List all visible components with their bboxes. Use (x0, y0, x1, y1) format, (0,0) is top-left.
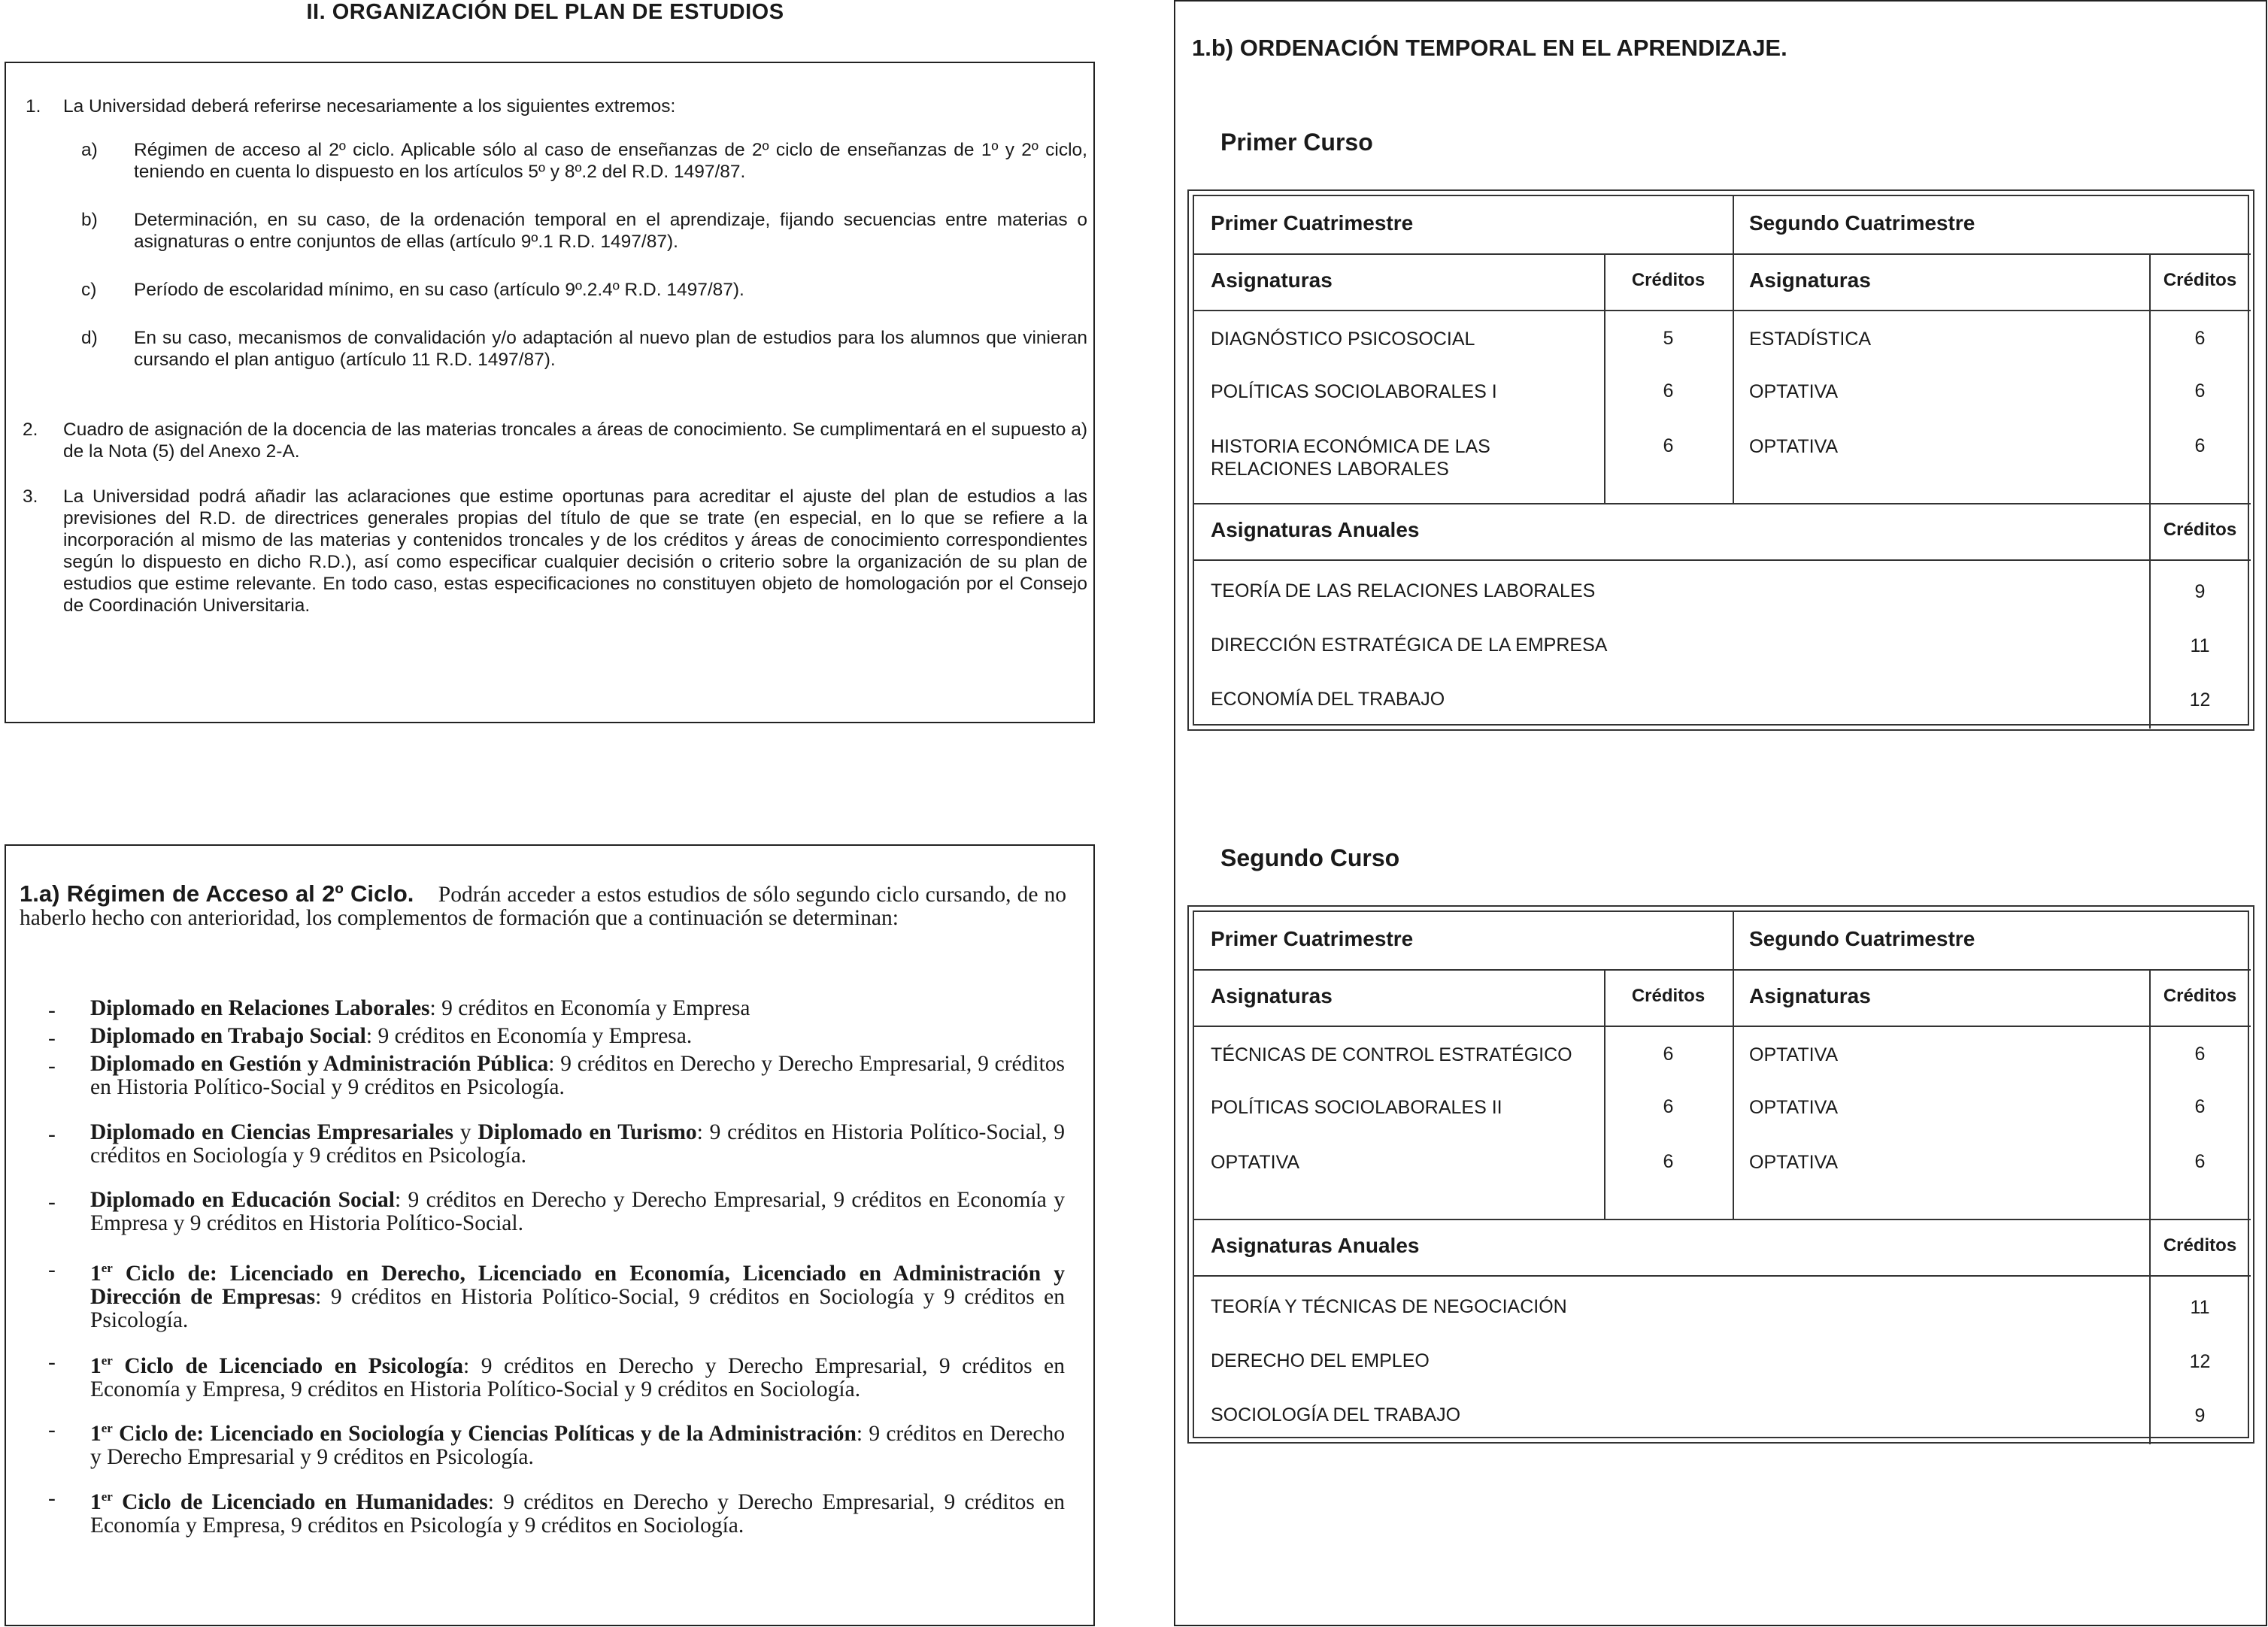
access-list-item (90, 1121, 1065, 1168)
header-creditos: Créditos (1631, 986, 1706, 1006)
annual-subject-name: SOCIOLOGÍA DEL TRABAJO (1211, 1404, 1461, 1426)
temporal-order-heading: 1.b) ORDENACIÓN TEMPORAL EN EL APRENDIZAJE. (1192, 35, 1787, 61)
table-rule (1194, 1275, 2251, 1277)
access-list-item (90, 1485, 1065, 1538)
header-asignaturas: Asignaturas (1211, 984, 1333, 1007)
degree-name: Diplomado en Educación Social (90, 1188, 396, 1212)
subject-credits: 6 (2194, 380, 2206, 401)
header-asignaturas: Asignaturas (1749, 984, 1871, 1007)
header-creditos: Créditos (2163, 520, 2237, 540)
item-2-text: Cuadro de asignación de la docencia de las materias troncales a áreas de conocimiento. Se cumplimentará en el supuesto a) de la Nota (5) del Anexo 2-A. (63, 420, 1087, 462)
annual-subject-credits: 9 (2194, 1405, 2206, 1426)
item-3-text: La Universidad podrá añadir las aclaraciones que estime oportunas para acreditar el ajuste del plan de estudios a las previsiones del R.D. de directrices generales propias del título de que se trate (en especial, en lo que se refiere a la incorporación al mismo de las materias y contenidos troncales y de los créditos y áreas de conocimiento correspondientes según lo dispuesto en dicho R.D.), así como especificar cualquier decisión o criterio sobre la organización de su plan de estudios que estime relevante. En todo caso, estas especificaciones no constituyen objeto de homologación por el Consejo de Coordinación Universitaria. (63, 486, 1087, 616)
subject-name: OPTATIVA (1749, 381, 1839, 402)
header-segundo-cuatrimestre: Segundo Cuatrimestre (1749, 927, 1975, 950)
subject-name: OPTATIVA (1749, 1152, 1839, 1173)
list-dash: - (48, 1026, 56, 1050)
item-b-text: Determinación, en su caso, de la ordenación temporal en el aprendizaje, fijando secuencias entre materias o asignaturas o entre conjuntos de ellas (artículo 9º.1 R.D. 1497/87). (134, 210, 1087, 252)
table-rule (1194, 503, 2251, 504)
credit-requirements: : 9 créditos en Economía y Empresa (429, 996, 750, 1020)
list-dash: - (48, 1190, 56, 1214)
credit-requirements: : 9 créditos en Historia Político-Social, 9 créditos en Sociología y 9 créditos en Psicología. (90, 1284, 1065, 1332)
subject-credits: 6 (2194, 435, 2206, 456)
item-a-text: Régimen de acceso al 2º ciclo. Aplicable sólo al caso de enseñanzas de 2º ciclo de enseñanzas de 1º y 2º ciclo, teniendo en cuenta lo dispuesto en los artículos 5º y 8º.2 del R.D. 1497/87. (134, 140, 1087, 182)
annual-subject-credits: 11 (2190, 635, 2210, 656)
degree-name: Ciclo de Licenciado en Psicología (112, 1353, 463, 1378)
list-dash: - (48, 1350, 56, 1374)
subject-credits: 6 (1663, 380, 1674, 401)
subject-name: DIAGNÓSTICO PSICOSOCIAL (1211, 329, 1475, 350)
item-c-label: c) (81, 280, 97, 300)
access-list-item (90, 1025, 1065, 1048)
subject-name: POLÍTICAS SOCIOLABORALES I (1211, 381, 1497, 402)
annual-subject-credits: 12 (2189, 1351, 2211, 1372)
header-asignaturas: Asignaturas (1749, 268, 1871, 292)
annual-subject-name: TEORÍA Y TÉCNICAS DE NEGOCIACIÓN (1211, 1296, 1567, 1317)
ordinal-suffix: er (101, 1353, 113, 1368)
header-segundo-cuatrimestre: Segundo Cuatrimestre (1749, 211, 1975, 235)
list-dash: - (48, 1123, 56, 1147)
access-list-item (90, 1053, 1065, 1099)
ordinal: 1 (90, 1489, 102, 1514)
table-rule (1194, 969, 2251, 971)
subject-credits: 6 (2194, 1096, 2206, 1117)
subject-credits: 6 (1663, 1096, 1674, 1117)
annual-subject-name: TEORÍA DE LAS RELACIONES LABORALES (1211, 580, 1596, 601)
header-creditos: Créditos (1631, 270, 1706, 290)
degree-name-2: Diplomado en Turismo (478, 1120, 697, 1144)
list-dash: - (48, 998, 56, 1023)
ordinal-suffix: er (101, 1261, 113, 1275)
primer-curso-title: Primer Curso (1220, 129, 1373, 156)
header-creditos: Créditos (2163, 1235, 2237, 1256)
credit-requirements: : 9 créditos en Economía y Empresa. (365, 1024, 693, 1048)
subject-name: ESTADÍSTICA (1749, 329, 1872, 350)
segundo-curso-title: Segundo Curso (1220, 844, 1400, 871)
section-title: II. ORGANIZACIÓN DEL PLAN DE ESTUDIOS (306, 0, 784, 24)
annual-subject-name: DERECHO DEL EMPLEO (1211, 1350, 1430, 1371)
subject-name: TÉCNICAS DE CONTROL ESTRATÉGICO (1211, 1044, 1572, 1065)
degree-name: Ciclo de: Licenciado en Sociología y Ciencias Políticas y de la Administración (112, 1421, 857, 1446)
table-inner-frame (1193, 195, 2249, 726)
ordinal: 1 (90, 1353, 102, 1378)
credit-requirements: : 9 créditos en Historia Político-Social, 9 créditos en Sociología y 9 créditos en Psicología. (90, 1120, 1066, 1168)
list-dash: - (48, 1418, 56, 1442)
item-b-label: b) (81, 210, 98, 230)
credit-requirements: : 9 créditos en Derecho y Derecho Empresarial, 9 créditos en Economía y Empresa y 9 créditos en Historia Político-Social. (90, 1188, 1065, 1235)
header-primer-cuatrimestre: Primer Cuatrimestre (1211, 927, 1414, 950)
primer-curso-table (1187, 189, 2254, 731)
degree-name: Diplomado en Gestión y Administración Pública (90, 1052, 549, 1076)
access-heading: 1.a) Régimen de Acceso al 2º Ciclo. (20, 880, 414, 907)
subject-credits: 5 (1663, 328, 1674, 349)
header-asignaturas-anuales: Asignaturas Anuales (1211, 518, 1420, 541)
annual-subject-credits: 12 (2189, 689, 2211, 710)
subject-name: OPTATIVA (1749, 1044, 1839, 1065)
ordinal: 1 (90, 1261, 102, 1286)
item-3-number: 3. (23, 486, 38, 507)
access-list-item (90, 997, 1065, 1020)
ordinal: 1 (90, 1421, 102, 1446)
degree-name: Ciclo de Licenciado en Humanidades (112, 1489, 488, 1514)
subject-name: HISTORIA ECONÓMICA DE LAS RELACIONES LABORALES (1211, 436, 1490, 480)
item-2-number: 2. (23, 420, 38, 440)
degree-name: Diplomado en Ciencias Empresariales (90, 1120, 454, 1144)
header-creditos: Créditos (2163, 270, 2237, 290)
subject-name: OPTATIVA (1749, 436, 1839, 457)
table-rule (1733, 196, 1734, 503)
connector: y (453, 1120, 478, 1144)
credit-requirements: : 9 créditos en Derecho y Derecho Empresarial, 9 créditos en Economía y Empresa, 9 créditos en Historia Político-Social y 9 créditos en Sociología. (90, 1353, 1065, 1401)
segundo-curso-table (1187, 905, 2254, 1444)
header-asignaturas: Asignaturas (1211, 268, 1333, 292)
degree-name: Diplomado en Relaciones Laborales (90, 996, 430, 1020)
header-asignaturas-anuales: Asignaturas Anuales (1211, 1234, 1420, 1257)
credit-requirements: : 9 créditos en Derecho y Derecho Empresarial y 9 créditos en Psicología. (90, 1421, 1065, 1469)
organization-requirements-box (5, 62, 1095, 723)
table-rule (1194, 1026, 2251, 1027)
item-c-text: Período de escolaridad mínimo, en su caso (artículo 9º.2.4º R.D. 1497/87). (134, 280, 744, 300)
table-rule (1194, 253, 2251, 255)
subject-name: POLÍTICAS SOCIOLABORALES II (1211, 1097, 1502, 1118)
annual-subject-name: ECONOMÍA DEL TRABAJO (1211, 689, 1445, 710)
item-a-label: a) (81, 140, 98, 160)
access-intro-paragraph (20, 882, 1066, 930)
access-list-item (90, 1189, 1065, 1235)
list-dash: - (48, 1486, 56, 1510)
item-1-number: 1. (26, 96, 41, 117)
degree-name: Ciclo de: Licenciado en Derecho, Licenciado en Economía, Licenciado en Administración y Dirección de Empresas (90, 1261, 1065, 1309)
access-intro: Podrán acceder a estos estudios de sólo segundo ciclo cursando, de no haberlo hecho con anterioridad, los complementos de formación que a continuación se determinan: (20, 883, 1067, 930)
subject-credits: 6 (1663, 1151, 1674, 1172)
access-list-item (90, 1349, 1065, 1401)
annual-subject-credits: 11 (2190, 1297, 2210, 1318)
item-d-label: d) (81, 328, 98, 348)
subject-credits: 6 (2194, 1151, 2206, 1172)
header-primer-cuatrimestre: Primer Cuatrimestre (1211, 211, 1414, 235)
item-1-text: La Universidad deberá referirse necesariamente a los siguientes extremos: (63, 96, 676, 117)
subject-credits: 6 (2194, 1044, 2206, 1065)
subject-credits: 6 (1663, 435, 1674, 456)
list-dash: - (48, 1258, 56, 1282)
access-list-item (90, 1256, 1065, 1332)
access-list-item (90, 1416, 1065, 1469)
subject-credits: 6 (1663, 1044, 1674, 1065)
degree-name: Diplomado en Trabajo Social (90, 1024, 366, 1048)
table-rule (1194, 1219, 2251, 1220)
subject-name: OPTATIVA (1749, 1097, 1839, 1118)
table-rule (1194, 310, 2251, 311)
credit-requirements: : 9 créditos en Derecho y Derecho Empresarial, 9 créditos en Historia Político-Social y 9 créditos en Psicología. (90, 1052, 1065, 1099)
ordinal-suffix: er (101, 1421, 113, 1435)
table-rule (1733, 912, 1734, 1219)
item-d-text: En su caso, mecanismos de convalidación y/o adaptación al nuevo plan de estudios para los alumnos que vinieran cursando el plan antiguo (artículo 11 R.D. 1497/87). (134, 328, 1087, 370)
list-dash: - (48, 1054, 56, 1078)
temporal-order-panel (1174, 0, 2267, 1626)
annual-subject-name: DIRECCIÓN ESTRATÉGICA DE LA EMPRESA (1211, 635, 1608, 656)
table-rule (1194, 559, 2251, 561)
annual-subject-credits: 9 (2194, 581, 2206, 602)
subject-credits: 6 (2194, 328, 2206, 349)
table-inner-frame (1193, 910, 2249, 1438)
header-creditos: Créditos (2163, 986, 2237, 1006)
credit-requirements: : 9 créditos en Derecho y Derecho Empresarial, 9 créditos en Economía y Empresa, 9 créditos en Psicología y 9 créditos en Sociología. (90, 1489, 1066, 1538)
ordinal-suffix: er (101, 1489, 113, 1504)
subject-name: OPTATIVA (1211, 1152, 1300, 1173)
access-regime-box (5, 844, 1095, 1626)
